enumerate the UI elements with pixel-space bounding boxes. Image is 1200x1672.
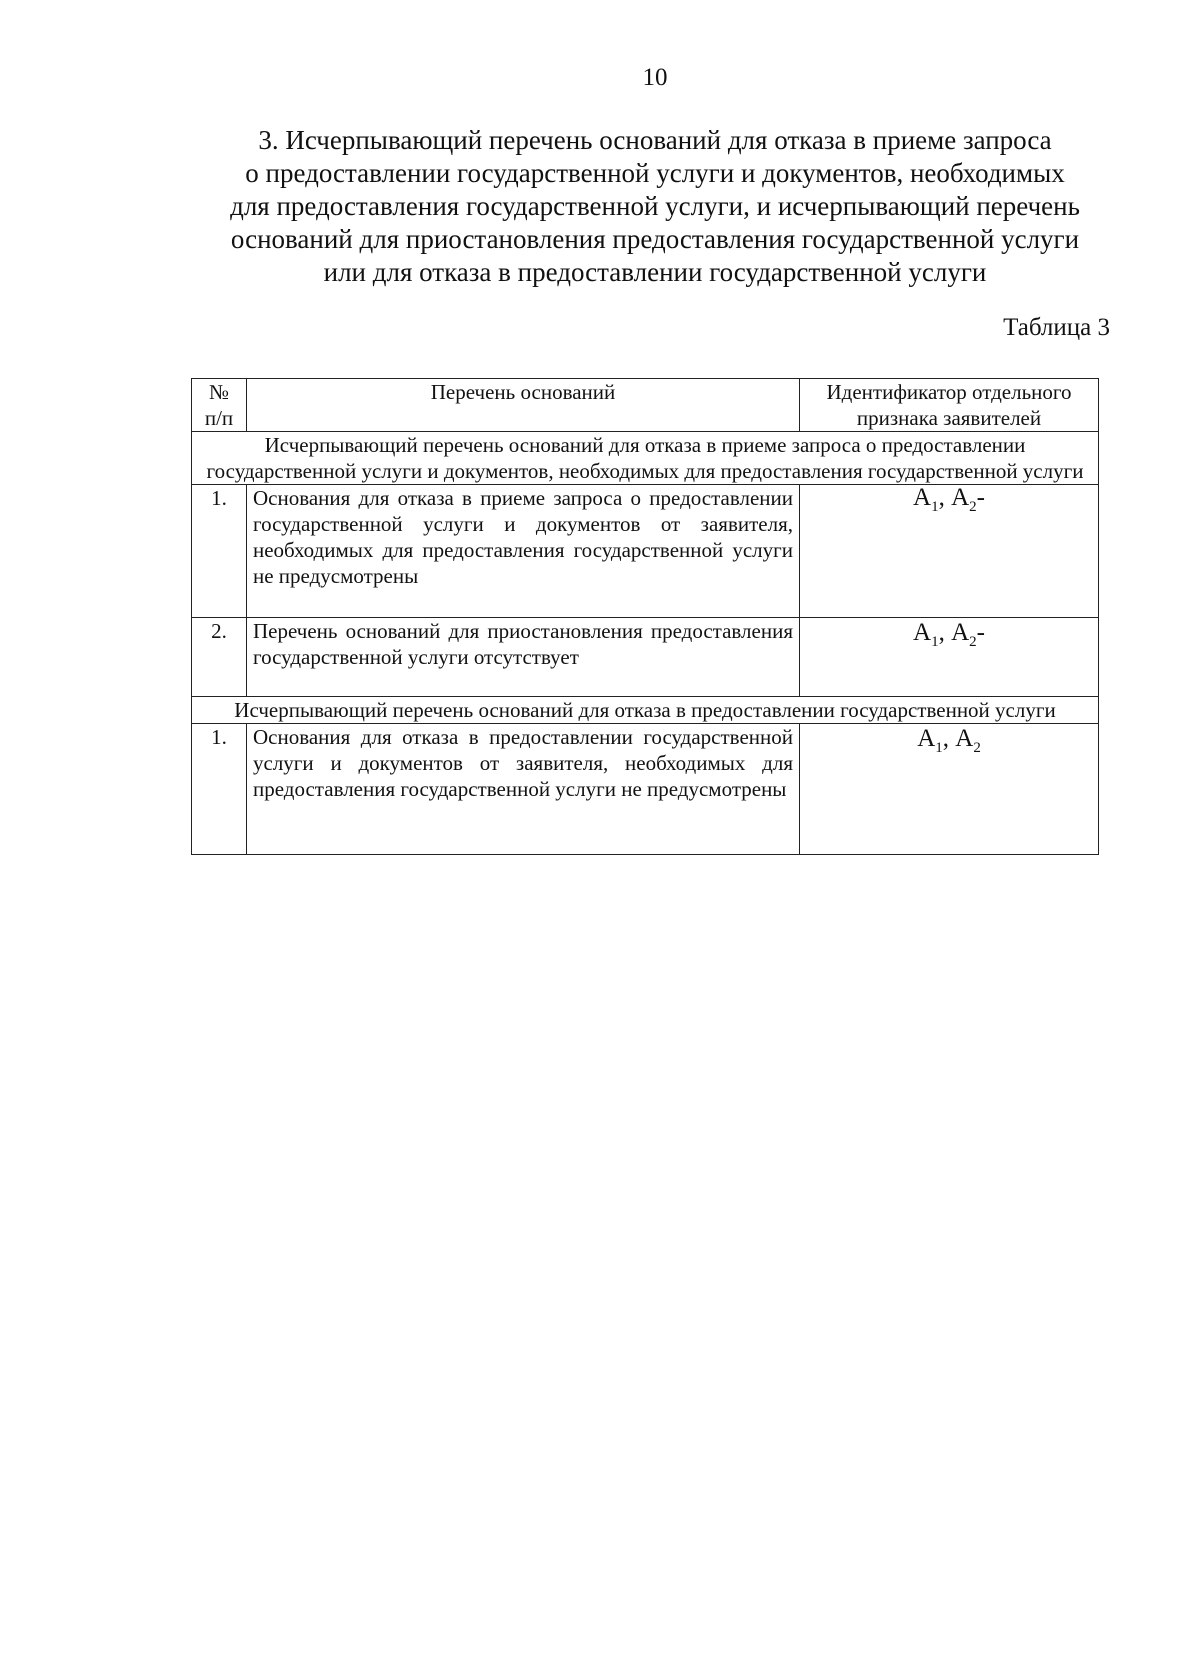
row-identifier: $А_1$, $А_2$ <box>800 724 1099 855</box>
header-grounds: Перечень оснований <box>247 379 800 432</box>
section-heading <box>200 124 1110 289</box>
heading-line: или для отказа в предоставлении государственной услуги <box>323 257 987 287</box>
heading-line: о предоставлении государственной услуги и документов, необходимых <box>245 158 1065 188</box>
table-row <box>192 618 1099 697</box>
row-number: 2. <box>192 618 247 697</box>
row-number: 1. <box>192 485 247 618</box>
page-number: 10 <box>642 64 668 91</box>
table-row <box>192 724 1099 855</box>
header-identifier: Идентификатор отдельного признака заявителей <box>800 379 1099 432</box>
table-caption: Таблица 3 <box>1003 314 1110 341</box>
heading-line: 3. Исчерпывающий перечень оснований для отказа в приеме запроса <box>258 125 1052 155</box>
row-grounds-text: Основания для отказа в приеме запроса о предоставлении государственной услуги и документов от заявителя, необходимых для предоставления государственной услуги не предусмотрены <box>247 485 800 618</box>
grounds-table <box>191 378 1099 855</box>
row-number: 1. <box>192 724 247 855</box>
section-title-row <box>192 697 1099 724</box>
row-grounds-text: Перечень оснований для приостановления предоставления государственной услуги отсутствует <box>247 618 800 697</box>
row-identifier: $А_1$, $А_2-$ <box>800 485 1099 618</box>
header-num-abbr: п/п <box>204 406 234 430</box>
section-title-row <box>192 432 1099 485</box>
row-identifier: $А_1$, $А_2-$ <box>800 618 1099 697</box>
table-header-row <box>192 379 1099 432</box>
row-grounds-text: Основания для отказа в предоставлении государственной услуги и документов от заявителя, необходимых для предоставления государственной услуги не предусмотрены <box>247 724 800 855</box>
header-num-symbol: № <box>208 380 230 404</box>
section-title: Исчерпывающий перечень оснований для отказа в предоставлении государственной услуги <box>192 697 1099 724</box>
heading-line: для предоставления государственной услуги, и исчерпывающий перечень <box>230 191 1080 221</box>
header-num <box>192 379 247 432</box>
table-row <box>192 485 1099 618</box>
heading-line: оснований для приостановления предоставления государственной услуги <box>230 224 1080 254</box>
section-title: Исчерпывающий перечень оснований для отказа в приеме запроса о предоставлении государственной услуги и документов, необходимых для предоставления государственной услуги <box>192 432 1099 485</box>
